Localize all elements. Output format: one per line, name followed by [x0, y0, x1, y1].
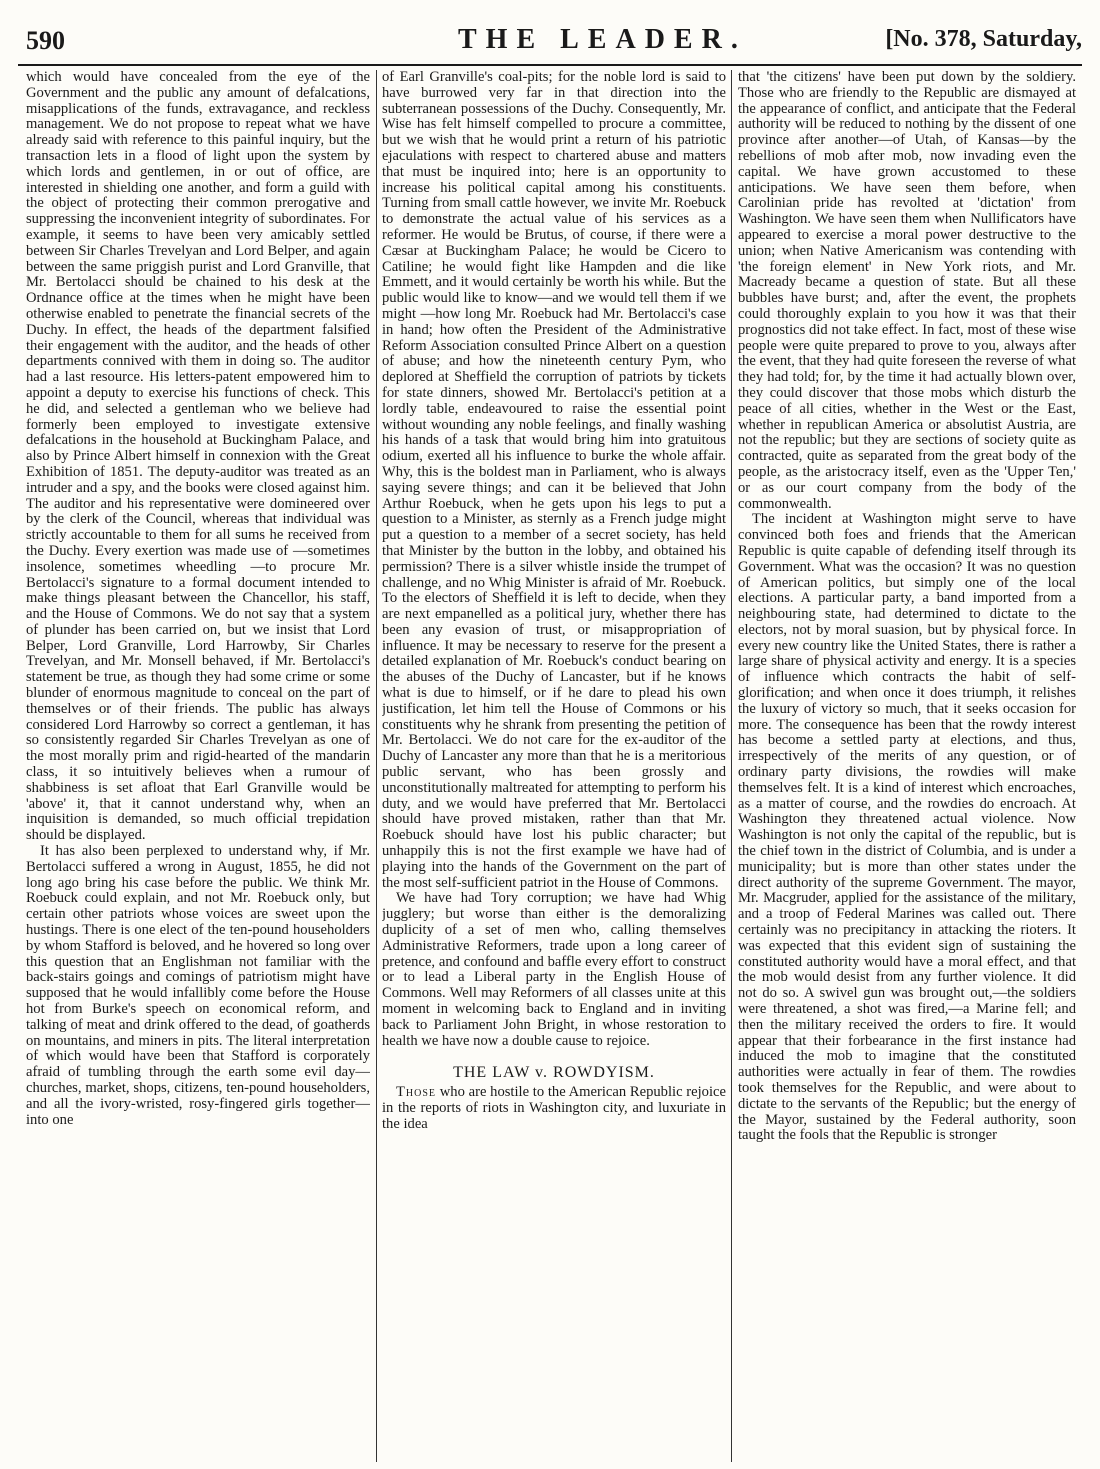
section-title: THE LAW v. ROWDYISM.: [453, 1064, 655, 1082]
paragraph: that 'the citizens' have been put down by the soldiery. Those who are friendly to the Republic are dismayed at the appearance of conflict, and anticipate that the Federal authority will be reduced to nothing by the dissent of one province after another—of Utah, of Kansas—by the rebellions of mob after mob, now invading even the capital. We have grown accustomed to these anticipations. We have seen them before, when Carolinian pride has revolted at 'dictation' from Washington. We have seen them when Nullificators have appeared to exercise a moral power destructive to the union; when Native Americanism was contending with 'the foreign element' in New York riots, and Mr. Macready became a question of state. But all these bubbles have burst; and, after the event, the prophets could thoroughly explain to you how it was that their prognostics did not take effect. In fact, most of these wise people were quite prepared to prove to you, always after the event, that they had quite foreseen the reverse of what they had told; for, by the time it had actually blown over, they could discover that those mobs which disturb the peace of all cities, whether in the West or the East, whether in republican America or absolutist Austria, are not the republic; but they are sections of society quite as contracted, quite as separated from the great body of the people, as the aristocracy itself, even as the 'Upper Ten,' or as our court company from the body of the commonwealth.: [738, 70, 1076, 512]
lead-word: Those: [396, 1084, 437, 1101]
paragraph: It has also been perplexed to understand why, if Mr. Bertolacci suffered a wrong in August, 1855, he did not long ago bring his case before the public. We think Mr. Roebuck could explain, and not Mr. Roebuck only, but certain other patriots whose voices are sweet upon the hustings. There is one elect of the ten-pound householders by whom Stafford is beloved, and he hovered so long over this question that an Englishman not familiar with the back-stairs goings and comings of patriotism might have supposed that he would infallibly come before the House hot from Burke's speech on economical reform, and talking of meat and drink offered to the dead, of goatherds on mountains, and miners in pits. The literal interpretation of which would have been that Stafford is corporately afraid of tumbling through the earth some evil day—churches, market, shops, citizens, ten-pound householders, and all the ivory-wristed, rosy-fingered girls together—into one: [26, 843, 370, 1128]
article-column-3: [738, 70, 1076, 1465]
paragraph-text: who are hostile to the American Republic rejoice in the reports of riots in Washington city, and luxuriate in the idea: [382, 1084, 726, 1132]
masthead: THE LEADER.: [458, 24, 747, 55]
article-column-2: [382, 70, 726, 1465]
column-rule: [731, 70, 732, 1462]
issue-info: [No. 378, Saturday,: [885, 26, 1082, 52]
paragraph: [382, 1085, 726, 1132]
paragraph: which would have concealed from the eye of the Government and the public any amount of defalcations, misapplications of the funds, extravagance, and reckless management. We do not propose to repeat what we have already said with reference to this painful inquiry, but the transaction lets in a flood of light upon the system by which lords and gentlemen, in or out of office, are interested in shielding one another, and form a guild with the object of protecting their common prerogative and suppressing the inconvenient integrity of subordinates. For example, it seems to have been very amicably settled between Sir Charles Trevelyan and Lord Belper, and again between the same priggish purist and Lord Granville, that Mr. Bertolacci should be chained to his desk at the Ordnance office at the times when he might have been otherwise enabled to penetrate the financial secrets of the Duchy. In effect, the heads of the department falsified their engagement with the auditor, and the heads of other departments connived with them in doing so. The auditor had a last resource. His letters-patent empowered him to appoint a deputy to exercise his functions of check. This he did, and selected a gentleman who we believe had formerly been employed to investigate extensive defalcations in the household at Buckingham Palace, and also by Prince Albert himself in connexion with the Great Exhibition of 1851. The deputy-auditor was treated as an intruder and a spy, and the books were closed against him. The auditor and his representative were domineered over by the clerk of the Council, whereas that individual was strictly accountable to them for all sums he received from the Duchy. Every exertion was made use of —sometimes insolence, sometimes wheedling —to procure Mr. Bertolacci's signature to a formal document intended to make things pleasant between the Chancellor, his staff, and the House of Commons. We do not say that a system of plunder has been carried on, but we insist that Lord Belper, Lord Granville, Lord Harrowby, Sir Charles Trevelyan, and Mr. Monsell behaved, if Mr. Bertolacci's statement be true, as though they had some crime or some blunder of enormous magnitude to conceal on the part of themselves or of their friends. The public has always considered Lord Harrowby so correct a gentleman, it has so consistently regarded Sir Charles Trevelyan as one of the most morally prim and rigid-hearted of the mandarin class, it so intuitively believes when a rumour of shabbiness is set afloat that Earl Granville would be 'above' it, that it cannot understand why, when an inquisition is demanded, so much official trepidation should be displayed.: [26, 70, 370, 844]
paragraph: of Earl Granville's coal-pits; for the noble lord is said to have burrowed very far in that direction into the subterranean possessions of the Duchy. Consequently, Mr. Wise has felt himself compelled to procure a committee, but we wish that he would print a return of his patriotic ejaculations with respect to chartered abuse and matters that must be inquired into; here is an opportunity to increase his political capital among his constituents. Turning from small cattle however, we invite Mr. Roebuck to demonstrate the actual value of his services as a reformer. He would be Brutus, of course, if there were a Cæsar at Buckingham Palace; he would be Cicero to Catiline; he would fight like Hampden and die like Emmett, and it would certainly be worth his while. But the public would like to know—and we would tell them if we might —how long Mr. Roebuck had Mr. Bertolacci's case in hand; how often the President of the Administrative Reform Association consulted Prince Albert on a question of abuse; and how the nineteenth century Pym, who deplored at Sheffield the corruption of patriots by tickets for state dinners, showed Mr. Bertolacci's petition at a lordly table, endeavoured to raise the essential point without wounding any noble feelings, and finally washing his hands of a task that would bring him into gratuitous odium, exerted all his influence to burke the whole affair. Why, this is the boldest man in Parliament, who is always saying severe things; and can it be believed that John Arthur Roebuck, when he gets upon his legs to put a question to a Minister, as sternly as a French judge might put a question to a member of a secret society, has held that Minister by the button in the lobby, and obtained his permission? There is a silver whistle inside the trumpet of challenge, and no Whig Minister is afraid of Mr. Roebuck. To the electors of Sheffield it is left to decide, when they are next empanelled as a political jury, whether there has been any evasion of trust, or misappropriation of influence. It may be necessary to reserve for the present a detailed explanation of Mr. Roebuck's conduct bearing on the abuses of the Duchy of Lancaster, but if he knows what is due to himself, or if he dare to plead his own justification, let him tell the House of Commons or his constituents why he shrank from presenting the petition of Mr. Bertolacci. We do not care for the ex-auditor of the Duchy of Lancaster any more than that he is a meritorious public servant, who has been grossly and unconstitutionally maltreated for attempting to perform his duty, and we would have preferred that Mr. Bertolacci should have proved mistaken, rather than that Mr. Roebuck should have lost his public character; but unhappily this is not the first example we have had of playing into the hands of the Government on the part of the most self-sufficient patriot in the House of Commons.: [382, 70, 726, 891]
paragraph: We have had Tory corruption; we have had Whig jugglery; but worse than either is the demoralizing duplicity of a set of men who, calling themselves Administrative Reformers, trade upon a long career of pretence, and confound and baffle every effort to construct or to lead a Liberal party in the English House of Commons. Well may Reformers of all classes unite at this moment in welcoming back to England and in inviting back to Parliament John Bright, in whose restoration to health we have now a double cause to rejoice.: [382, 890, 726, 1049]
page-number: 590: [26, 26, 65, 55]
paragraph: The incident at Washington might serve to have convinced both foes and friends that the American Republic is quite capable of defending itself through its Government. What was the occasion? It was no question of American politics, but simply one of the local elections. A particular party, a band imported from a neighbouring state, had determined to dictate to the electors, not by moral suasion, but by physical force. In every new country like the United States, there is rather a large share of physical activity and energy. It is a species of influence which contracts the habit of self-glorification; and when once it does triumph, it relishes the luxury of victory so much, that it seeks occasion for more. The consequence has been that the rowdy interest has become a settled party at elections, and thus, irrespectively of the merits of any question, or of ordinary party divisions, the rowdies will make themselves felt. It is a kind of interest which encroaches, as a matter of course, and the rowdies do encroach. At Washington they threatened actual violence. Now Washington is not only the capital of the republic, but is the chief town in the district of Columbia, and is under a municipality; but is more than other states under the direct authority of the supreme Government. The mayor, Mr. Macgruder, applied for the assistance of the military, and a troop of Federal Marines was called out. There certainly was no precipitancy in attacking the rioters. It was expected that this evident sign of sustaining the constituted authority would have a moral effect, and that the mob would desist from any further violence. It did not do so. A swivel gun was brought out,—the soldiers were threatened, a shot was fired,—a Marine fell; and then the military received the orders to fire. It would appear that their forbearance in the first instance had induced the mob to imagine that the constituted authorities were actually in fear of them. The rowdies took themselves for the Republic, and were about to dictate to the servants of the Republic; but the energy of the Mayor, sustained by the Federal authority, soon taught the fools that the Republic is stronger: [738, 511, 1076, 1144]
article-column-1: [26, 70, 370, 1465]
column-rule: [376, 70, 377, 1462]
page-header: [18, 8, 1082, 66]
